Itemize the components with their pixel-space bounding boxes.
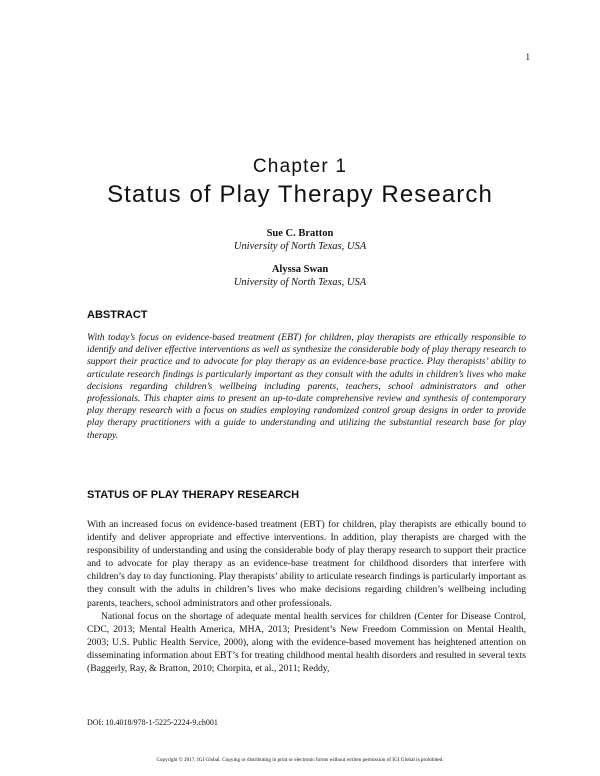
author-affiliation: University of North Texas, USA (233, 241, 367, 252)
copyright-notice: Copyright © 2017, IGI Global. Copying or distributing in print or electronic forms without written permission of IGI Global is prohibited. (156, 757, 444, 763)
body-paragraph: With an increased focus on evidence-based treatment (EBT) for children, play therapists are ethically bound to identify and deliver appropriate and effective interventions. In addition, play therapists are charged with the responsibility of understanding and using the considerable body of play therapy research to support their practice and to advocate for play therapy as an evidence-base treatment for childhood disorders that interfere with children’s day to day functioning. Play therapists’ ability to articulate research findings is particularly important as they consult with the adults in children’s lives who make decisions regarding children’s wellbeing including parents, teachers, school administrators and other professionals. (87, 519, 526, 609)
chapter-title: Status of Play Therapy Research (107, 181, 493, 208)
body-text (87, 518, 526, 675)
body-paragraph: National focus on the shortage of adequate mental health services for children (Center for Disease Control, CDC, 2013; Mental Health America, MHA, 2013; President’s New Freedom Commission on Mental Health, 2003; U.S. Public Health Service, 2000), along with the evidence-based movement has heightened attention on disseminating information about EBT’s for treating childhood mental health disorders and resulted in several texts (Baggerly, Ray, & Bratton, 2010; Chorpita, et al., 2011; Reddy, (87, 610, 526, 675)
abstract-heading: ABSTRACT (87, 309, 148, 321)
author-block-1 (0, 227, 600, 253)
section-heading: STATUS OF PLAY THERAPY RESEARCH (87, 489, 300, 501)
chapter-label: Chapter 1 (252, 156, 348, 177)
author-block-2 (0, 263, 600, 289)
doi-line: DOI: 10.4018/978-1-5225-2224-9.ch001 (87, 718, 218, 727)
abstract-text: With today’s focus on evidence-based treatment (EBT) for children, play therapists are ethically responsible to identify and deliver effective interventions as well as synthesize the considerable body of play therapy research to support their practice and to advocate for play therapy as an evidence-base practice. Play therapists’ ability to articulate research findings is particularly important as they consult with the adults in children’s lives who make decisions regarding children’s wellbeing including parents, teachers, school administrators and other professionals. This chapter aims to present an up-to-date comprehensive review and synthesis of contemporary play therapy research with a focus on studies employing randomized control group designs in order to provide play therapy practitioners with a guide to understanding and utilizing the substantial research base for play therapy. (87, 332, 526, 441)
page-number: 1 (525, 52, 530, 62)
author-name: Sue C. Bratton (266, 228, 334, 239)
author-name: Alyssa Swan (271, 264, 329, 275)
author-affiliation: University of North Texas, USA (233, 277, 367, 288)
